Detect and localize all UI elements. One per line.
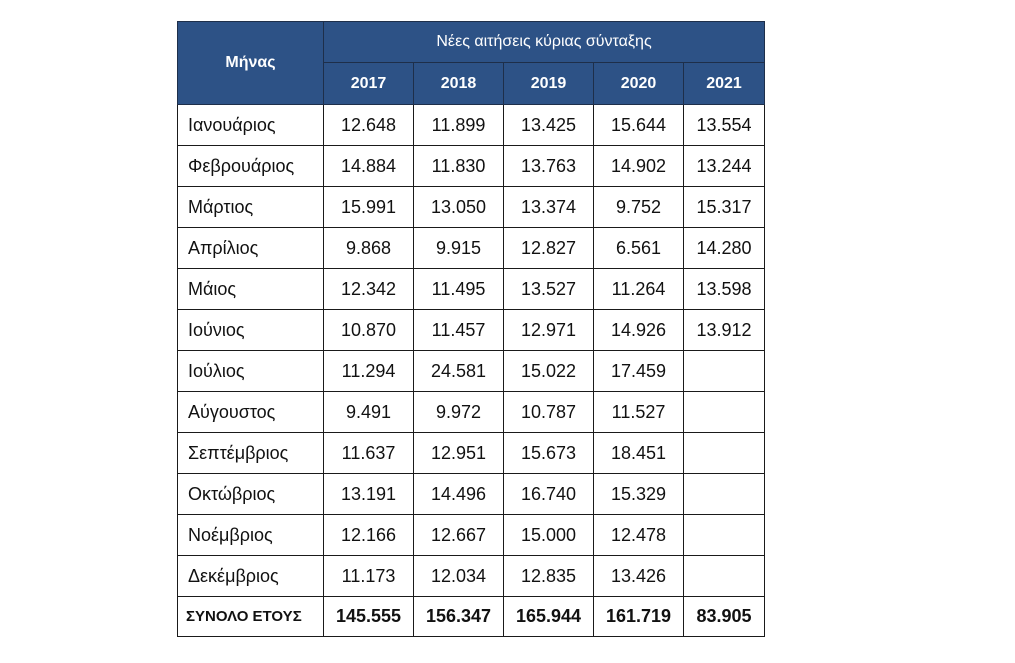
table-row bbox=[178, 515, 765, 556]
value-cell-2017: 12.166 bbox=[324, 515, 414, 556]
month-cell: Ιανουάριος bbox=[178, 105, 324, 146]
total-cell-2018: 156.347 bbox=[414, 597, 504, 637]
month-cell: Ιούλιος bbox=[178, 351, 324, 392]
value-cell-2019: 15.673 bbox=[504, 433, 594, 474]
total-cell-2019: 165.944 bbox=[504, 597, 594, 637]
table-row bbox=[178, 269, 765, 310]
value-cell-2020: 9.752 bbox=[594, 187, 684, 228]
value-cell-2019: 13.425 bbox=[504, 105, 594, 146]
table-row bbox=[178, 310, 765, 351]
value-cell-2020: 14.926 bbox=[594, 310, 684, 351]
value-cell-2020: 15.644 bbox=[594, 105, 684, 146]
value-cell-2018: 14.496 bbox=[414, 474, 504, 515]
value-cell-2019: 10.787 bbox=[504, 392, 594, 433]
value-cell-2018: 9.972 bbox=[414, 392, 504, 433]
value-cell-2018: 11.830 bbox=[414, 146, 504, 187]
table-row bbox=[178, 433, 765, 474]
value-cell-2018: 12.667 bbox=[414, 515, 504, 556]
month-cell: Αύγουστος bbox=[178, 392, 324, 433]
value-cell-2018: 12.034 bbox=[414, 556, 504, 597]
value-cell-2020: 17.459 bbox=[594, 351, 684, 392]
value-cell-2021: 14.280 bbox=[684, 228, 765, 269]
value-cell-2017: 9.491 bbox=[324, 392, 414, 433]
value-cell-2020: 11.527 bbox=[594, 392, 684, 433]
value-cell-2021: 13.244 bbox=[684, 146, 765, 187]
header-row-group bbox=[178, 22, 765, 63]
total-cell-2017: 145.555 bbox=[324, 597, 414, 637]
table-row bbox=[178, 105, 765, 146]
value-cell-2019: 16.740 bbox=[504, 474, 594, 515]
value-cell-2020: 14.902 bbox=[594, 146, 684, 187]
value-cell-2021 bbox=[684, 515, 765, 556]
value-cell-2017: 12.648 bbox=[324, 105, 414, 146]
value-cell-2021 bbox=[684, 433, 765, 474]
table-body bbox=[178, 105, 765, 637]
month-cell: Σεπτέμβριος bbox=[178, 433, 324, 474]
value-cell-2017: 13.191 bbox=[324, 474, 414, 515]
value-cell-2020: 6.561 bbox=[594, 228, 684, 269]
year-header-2021: 2021 bbox=[684, 63, 765, 105]
table-row bbox=[178, 392, 765, 433]
value-cell-2018: 13.050 bbox=[414, 187, 504, 228]
value-cell-2019: 12.827 bbox=[504, 228, 594, 269]
month-cell: Νοέμβριος bbox=[178, 515, 324, 556]
month-cell: Μάρτιος bbox=[178, 187, 324, 228]
value-cell-2021: 15.317 bbox=[684, 187, 765, 228]
value-cell-2021: 13.554 bbox=[684, 105, 765, 146]
month-cell: Απρίλιος bbox=[178, 228, 324, 269]
total-row bbox=[178, 597, 765, 637]
table-row bbox=[178, 474, 765, 515]
total-cell-2020: 161.719 bbox=[594, 597, 684, 637]
value-cell-2021: 13.912 bbox=[684, 310, 765, 351]
value-cell-2017: 9.868 bbox=[324, 228, 414, 269]
month-column-header: Μήνας bbox=[178, 22, 324, 105]
value-cell-2018: 12.951 bbox=[414, 433, 504, 474]
value-cell-2017: 14.884 bbox=[324, 146, 414, 187]
value-cell-2021 bbox=[684, 392, 765, 433]
value-cell-2020: 18.451 bbox=[594, 433, 684, 474]
value-cell-2019: 15.022 bbox=[504, 351, 594, 392]
table-header bbox=[178, 22, 765, 105]
month-cell: Δεκέμβριος bbox=[178, 556, 324, 597]
table-row bbox=[178, 228, 765, 269]
value-cell-2017: 11.173 bbox=[324, 556, 414, 597]
month-cell: Οκτώβριος bbox=[178, 474, 324, 515]
value-cell-2021 bbox=[684, 351, 765, 392]
value-cell-2020: 11.264 bbox=[594, 269, 684, 310]
table-row bbox=[178, 556, 765, 597]
value-cell-2017: 15.991 bbox=[324, 187, 414, 228]
value-cell-2020: 13.426 bbox=[594, 556, 684, 597]
value-cell-2018: 9.915 bbox=[414, 228, 504, 269]
table-row bbox=[178, 351, 765, 392]
value-cell-2018: 11.899 bbox=[414, 105, 504, 146]
year-header-2017: 2017 bbox=[324, 63, 414, 105]
year-header-2020: 2020 bbox=[594, 63, 684, 105]
value-cell-2017: 11.637 bbox=[324, 433, 414, 474]
value-cell-2020: 12.478 bbox=[594, 515, 684, 556]
value-cell-2017: 10.870 bbox=[324, 310, 414, 351]
pension-applications-table-container bbox=[177, 21, 765, 637]
value-cell-2018: 24.581 bbox=[414, 351, 504, 392]
month-cell: Ιούνιος bbox=[178, 310, 324, 351]
value-cell-2021 bbox=[684, 474, 765, 515]
total-cell-2021: 83.905 bbox=[684, 597, 765, 637]
value-cell-2017: 11.294 bbox=[324, 351, 414, 392]
value-cell-2019: 12.971 bbox=[504, 310, 594, 351]
value-cell-2019: 13.527 bbox=[504, 269, 594, 310]
value-cell-2019: 13.374 bbox=[504, 187, 594, 228]
pension-applications-table bbox=[177, 21, 765, 637]
value-cell-2019: 15.000 bbox=[504, 515, 594, 556]
group-column-header: Νέες αιτήσεις κύριας σύνταξης bbox=[324, 22, 765, 63]
year-header-2019: 2019 bbox=[504, 63, 594, 105]
value-cell-2020: 15.329 bbox=[594, 474, 684, 515]
value-cell-2018: 11.495 bbox=[414, 269, 504, 310]
value-cell-2021 bbox=[684, 556, 765, 597]
month-cell: Φεβρουάριος bbox=[178, 146, 324, 187]
table-row bbox=[178, 146, 765, 187]
year-header-2018: 2018 bbox=[414, 63, 504, 105]
value-cell-2017: 12.342 bbox=[324, 269, 414, 310]
total-label: ΣΥΝΟΛΟ ΕΤΟΥΣ bbox=[178, 597, 324, 637]
value-cell-2021: 13.598 bbox=[684, 269, 765, 310]
value-cell-2018: 11.457 bbox=[414, 310, 504, 351]
month-cell: Μάιος bbox=[178, 269, 324, 310]
value-cell-2019: 13.763 bbox=[504, 146, 594, 187]
table-row bbox=[178, 187, 765, 228]
value-cell-2019: 12.835 bbox=[504, 556, 594, 597]
